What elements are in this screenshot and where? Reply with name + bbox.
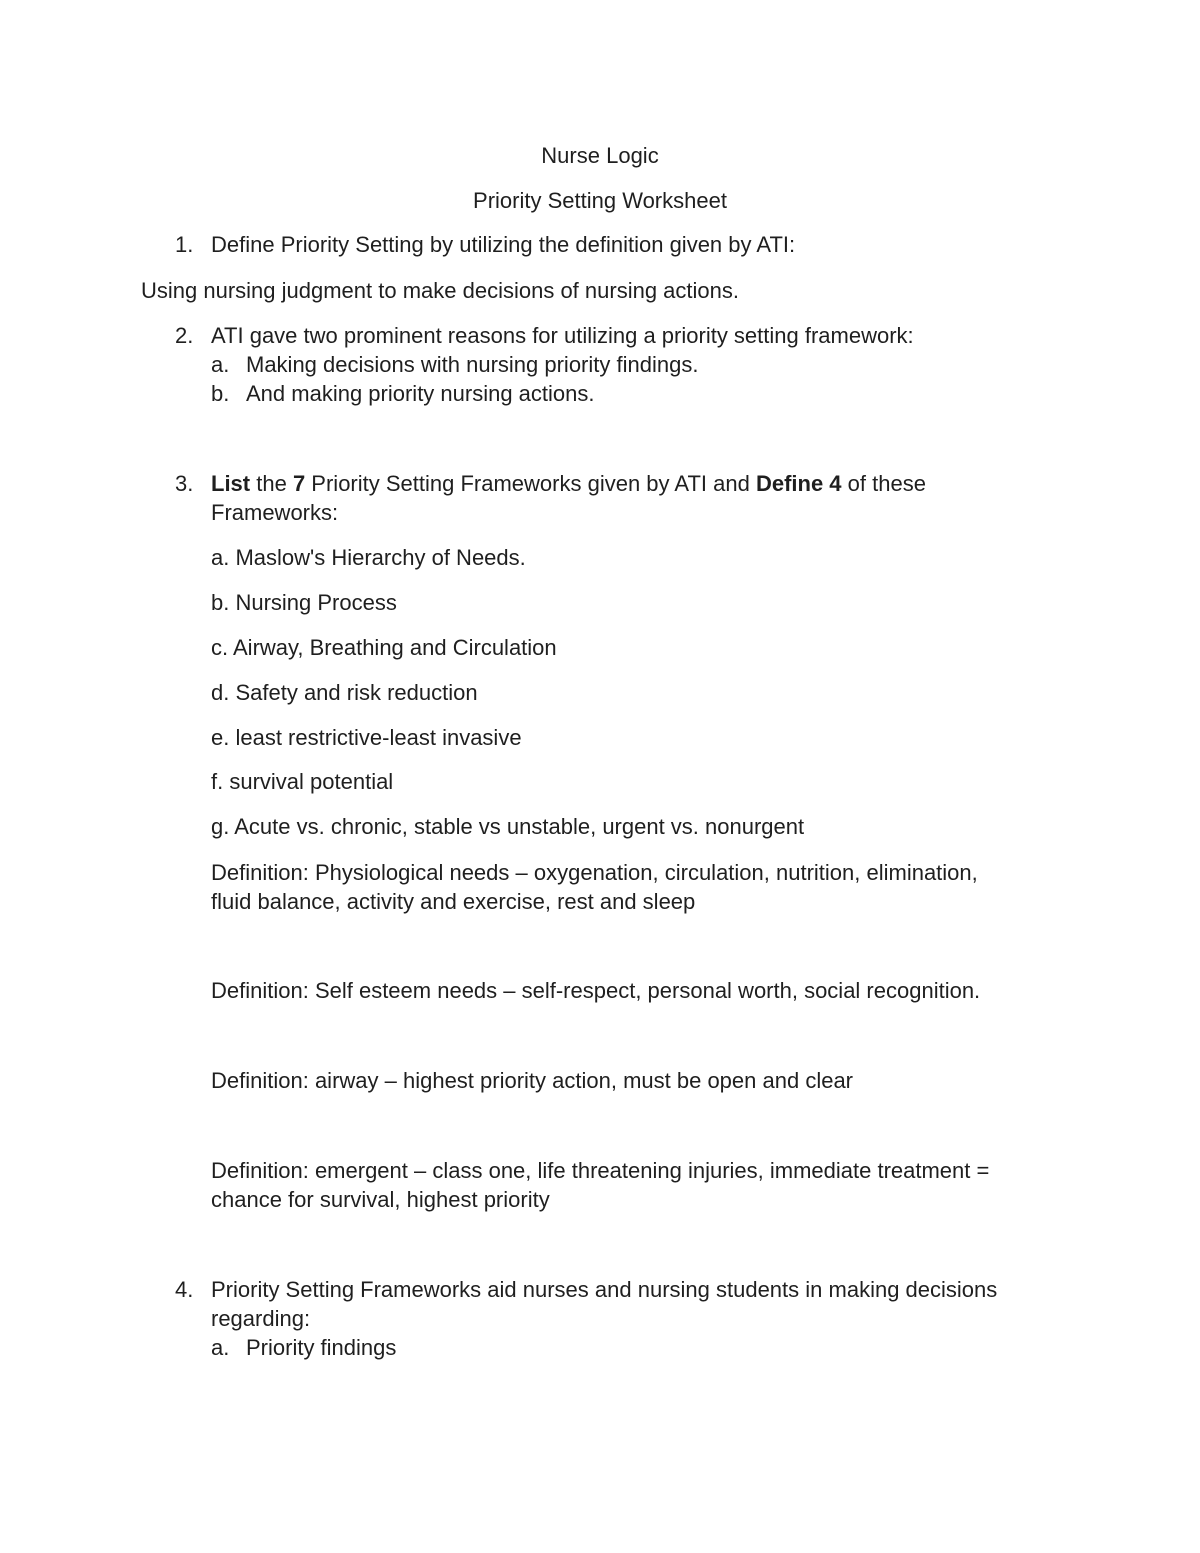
prompt-text: Priority Setting Frameworks given by ATI and — [305, 471, 756, 496]
question-number: 4. — [175, 1277, 194, 1302]
question-number: 2. — [175, 323, 194, 348]
question-prompt-continued: Frameworks: — [211, 500, 339, 525]
document-subtitle: Priority Setting Worksheet — [473, 188, 727, 213]
question-prompt: Priority Setting Frameworks aid nurses and nursing students in making decisions — [211, 1277, 998, 1302]
framework-item: b. Nursing Process — [211, 590, 397, 615]
document-title: Nurse Logic — [541, 143, 659, 168]
question-number: 3. — [175, 471, 194, 496]
list-item-marker: b. — [211, 381, 230, 406]
prompt-bold-count: 7 — [292, 471, 306, 496]
definition-continued: fluid balance, activity and exercise, rest and sleep — [211, 889, 696, 914]
question-number: 1. — [175, 232, 194, 257]
question-prompt: Define Priority Setting by utilizing the definition given by ATI: — [211, 232, 796, 257]
prompt-text: the — [250, 471, 293, 496]
prompt-bold-define: Define 4 — [755, 471, 842, 496]
list-item-marker: a. — [211, 1335, 230, 1360]
prompt-bold-list: List — [211, 471, 251, 496]
definition: Definition: Self esteem needs – self-respect, personal worth, social recognition. — [211, 978, 981, 1003]
framework-item: f. survival potential — [211, 769, 394, 794]
question-answer: Using nursing judgment to make decisions of nursing actions. — [141, 278, 739, 303]
list-item: Making decisions with nursing priority findings. — [246, 352, 699, 377]
definition-continued: chance for survival, highest priority — [211, 1187, 550, 1212]
list-item: Priority findings — [246, 1335, 397, 1360]
question-prompt — [211, 469, 926, 498]
framework-item: c. Airway, Breathing and Circulation — [211, 635, 557, 660]
definition: Definition: Physiological needs – oxygenation, circulation, nutrition, elimination, — [211, 860, 978, 885]
definition: Definition: airway – highest priority action, must be open and clear — [211, 1068, 854, 1093]
framework-item: g. Acute vs. chronic, stable vs unstable, urgent vs. nonurgent — [211, 814, 805, 839]
framework-item: d. Safety and risk reduction — [211, 680, 478, 705]
definition: Definition: emergent – class one, life threatening injuries, immediate treatment = — [211, 1158, 990, 1183]
framework-item: e. least restrictive-least invasive — [211, 725, 522, 750]
prompt-text: of these — [841, 471, 926, 496]
question-prompt: ATI gave two prominent reasons for utilizing a priority setting framework: — [211, 323, 914, 348]
list-item-marker: a. — [211, 352, 230, 377]
framework-item: a. Maslow's Hierarchy of Needs. — [211, 545, 526, 570]
list-item: And making priority nursing actions. — [246, 381, 595, 406]
question-prompt-continued: regarding: — [211, 1306, 311, 1331]
